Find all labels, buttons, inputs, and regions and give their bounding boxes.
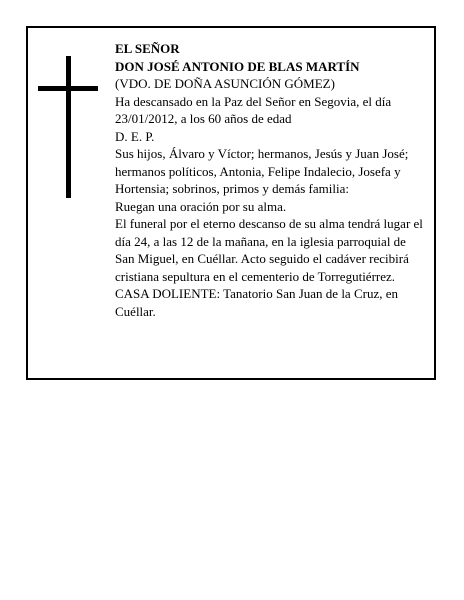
cross-vertical-bar [66,56,71,198]
prayer-request: Ruegan una oración por su alma. [115,198,287,214]
deceased-name: DON JOSÉ ANTONIO DE BLAS MARTÍN [115,58,360,74]
house-of-mourning: CASA DOLIENTE: Tanatorio San Juan de la Cruz, en Cuéllar. [115,286,398,319]
notice-text [115,40,425,320]
obituary-notice [26,26,436,380]
death-info: Ha descansado en la Paz del Señor en Segovia, el día 23/01/2012, a los 60 años de edad [115,93,392,126]
cross-icon [38,56,98,198]
family-line: Sus hijos, Álvaro y Víctor; hermanos, Jesús y Juan José; hermanos políticos, Antonia, Felipe Indalecio, Josefa y Hortensia; sobrinos, primos y demás familia: [115,146,409,196]
rip-line: D. E. P. [115,128,155,144]
funeral-info: El funeral por el eterno descanso de su alma tendrá lugar el día 24, a las 12 de la mañana, en la iglesia parroquial de San Miguel, en Cuéllar. Acto seguido el cadáver recibirá cristiana sepultura en el cementerio de Torregutiérrez. [115,216,423,284]
cross-horizontal-bar [38,86,98,91]
widower-line: (VDO. DE DOÑA ASUNCIÓN GÓMEZ) [115,76,335,91]
heading-title: EL SEÑOR [115,41,180,56]
